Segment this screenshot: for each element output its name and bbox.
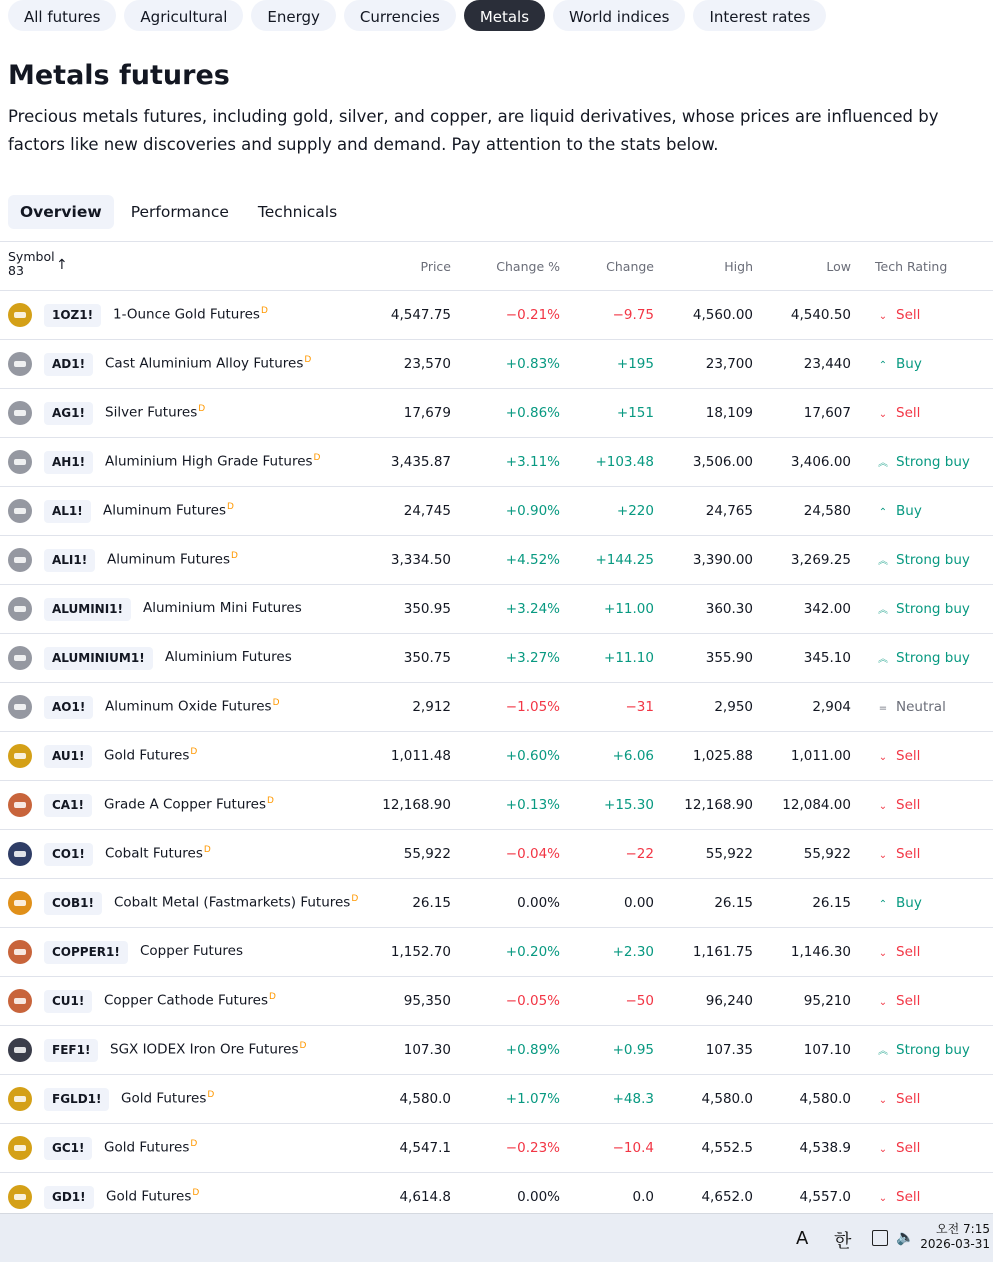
low-cell: 12,084.00 bbox=[782, 797, 851, 813]
instrument-name-text: Cobalt Futures bbox=[105, 845, 203, 862]
low-cell: 3,269.25 bbox=[790, 552, 851, 568]
high-cell: 1,161.75 bbox=[692, 944, 753, 960]
instrument-name-text: Copper Futures bbox=[140, 943, 243, 959]
table-row[interactable] bbox=[0, 634, 993, 683]
tech-rating bbox=[876, 454, 970, 470]
ticker-badge[interactable]: AG1! bbox=[44, 402, 93, 425]
metal-logo-icon bbox=[8, 940, 32, 964]
rating-strong-buy-icon: ︽ bbox=[878, 605, 888, 616]
table-row[interactable] bbox=[0, 732, 993, 781]
instrument-name-text: Gold Futures bbox=[104, 1139, 190, 1156]
ticker-badge[interactable]: ALI1! bbox=[44, 549, 95, 572]
rating-label: Sell bbox=[896, 748, 921, 764]
change-cell: +195 bbox=[616, 356, 654, 372]
instrument-name[interactable] bbox=[106, 1188, 199, 1205]
table-row[interactable] bbox=[0, 487, 993, 536]
instrument-name-text: Silver Futures bbox=[105, 404, 198, 421]
rating-sell-icon: ⌄ bbox=[878, 997, 888, 1008]
high-cell: 107.35 bbox=[705, 1042, 753, 1058]
ticker-badge[interactable]: CU1! bbox=[44, 990, 92, 1013]
price-cell: 23,570 bbox=[403, 356, 451, 372]
table-row[interactable] bbox=[0, 830, 993, 879]
rating-label: Buy bbox=[896, 895, 922, 911]
price-cell: 3,334.50 bbox=[390, 552, 451, 568]
rating-sell-icon: ⌄ bbox=[878, 1193, 888, 1204]
instrument-name[interactable] bbox=[105, 355, 311, 372]
high-cell: 4,652.0 bbox=[701, 1189, 753, 1205]
change-cell: +6.06 bbox=[612, 748, 654, 764]
low-cell: 4,538.9 bbox=[799, 1140, 851, 1156]
tech-rating bbox=[876, 405, 920, 421]
delayed-data-badge: D bbox=[268, 992, 276, 1002]
instrument-name-text: Aluminium High Grade Futures bbox=[105, 453, 313, 470]
instrument-name-text: Aluminium Mini Futures bbox=[143, 600, 302, 616]
price-cell: 2,912 bbox=[412, 699, 451, 715]
price-cell: 1,011.48 bbox=[390, 748, 451, 764]
delayed-data-badge: D bbox=[299, 1041, 307, 1051]
windows-taskbar bbox=[0, 1213, 993, 1262]
tech-rating bbox=[876, 699, 946, 715]
change-pct-cell: +0.13% bbox=[505, 797, 560, 813]
instrument-name[interactable] bbox=[104, 992, 276, 1009]
category-tab-interest-rates[interactable]: Interest rates bbox=[693, 0, 826, 31]
change-pct-cell: +4.52% bbox=[505, 552, 560, 568]
price-cell: 3,435.87 bbox=[390, 454, 451, 470]
delayed-data-badge: D bbox=[203, 845, 211, 855]
tech-rating bbox=[876, 601, 970, 617]
price-cell: 26.15 bbox=[412, 895, 451, 911]
low-cell: 26.15 bbox=[812, 895, 851, 911]
change-cell: +220 bbox=[616, 503, 654, 519]
tech-rating bbox=[876, 1091, 920, 1107]
tech-rating bbox=[876, 846, 920, 862]
ime-mode-indicator[interactable]: A bbox=[796, 1228, 809, 1249]
metal-logo-icon bbox=[8, 842, 32, 866]
symbol-header[interactable] bbox=[8, 250, 55, 278]
instrument-name-text: Gold Futures bbox=[106, 1188, 192, 1205]
high-cell: 23,700 bbox=[705, 356, 753, 372]
metal-logo-icon bbox=[8, 1087, 32, 1111]
low-cell: 17,607 bbox=[803, 405, 851, 421]
table-header bbox=[0, 241, 993, 291]
rating-sell-icon: ⌄ bbox=[878, 311, 888, 322]
change-pct-cell: +0.86% bbox=[505, 405, 560, 421]
instrument-name-text: Aluminium Futures bbox=[165, 649, 292, 665]
description-line-1: Precious metals futures, including gold, silver, and copper, are liquid derivatives, whose prices are influenced by bbox=[8, 107, 939, 126]
rating-label: Sell bbox=[896, 1189, 921, 1205]
high-cell: 2,950 bbox=[714, 699, 753, 715]
language-indicator[interactable]: 한 bbox=[834, 1231, 852, 1252]
high-cell: 360.30 bbox=[705, 601, 753, 617]
rating-label: Buy bbox=[896, 356, 922, 372]
clock[interactable] bbox=[920, 1222, 990, 1252]
low-cell: 4,557.0 bbox=[799, 1189, 851, 1205]
symbol-header-label: Symbol bbox=[8, 249, 55, 264]
ticker-badge[interactable]: COPPER1! bbox=[44, 941, 128, 964]
delayed-data-badge: D bbox=[351, 894, 359, 904]
table-row[interactable] bbox=[0, 977, 993, 1026]
ticker-badge[interactable]: AD1! bbox=[44, 353, 93, 376]
price-cell: 107.30 bbox=[403, 1042, 451, 1058]
table-row[interactable] bbox=[0, 879, 993, 928]
page-description bbox=[8, 103, 968, 159]
low-cell: 4,580.0 bbox=[799, 1091, 851, 1107]
change-pct-cell: +3.27% bbox=[505, 650, 560, 666]
rating-label: Sell bbox=[896, 307, 921, 323]
change-cell: −9.75 bbox=[612, 307, 654, 323]
rating-label: Sell bbox=[896, 405, 921, 421]
rating-buy-icon: ⌃ bbox=[878, 507, 888, 518]
instrument-name[interactable] bbox=[104, 1139, 197, 1156]
change-pct-cell: −0.05% bbox=[505, 993, 560, 1009]
delayed-data-badge: D bbox=[198, 404, 206, 414]
price-cell: 4,580.0 bbox=[399, 1091, 451, 1107]
rating-sell-icon: ⌄ bbox=[878, 752, 888, 763]
low-cell: 3,406.00 bbox=[790, 454, 851, 470]
metal-logo-icon bbox=[8, 744, 32, 768]
table-row[interactable] bbox=[0, 928, 993, 977]
tech-rating bbox=[876, 650, 970, 666]
category-tab-world-indices[interactable]: World indices bbox=[553, 0, 685, 31]
table-row[interactable] bbox=[0, 1026, 993, 1075]
instrument-name[interactable] bbox=[114, 894, 358, 911]
high-header[interactable]: High bbox=[724, 259, 753, 274]
price-cell: 95,350 bbox=[403, 993, 451, 1009]
category-tab-energy[interactable]: Energy bbox=[251, 0, 336, 31]
change-cell: +2.30 bbox=[612, 944, 654, 960]
change-cell: +48.3 bbox=[612, 1091, 654, 1107]
metal-logo-icon bbox=[8, 1038, 32, 1062]
metal-logo-icon bbox=[8, 597, 32, 621]
change-cell: +103.48 bbox=[595, 454, 654, 470]
change-cell: +144.25 bbox=[595, 552, 654, 568]
rating-strong-buy-icon: ︽ bbox=[878, 654, 888, 665]
tech-rating bbox=[876, 552, 970, 568]
instrument-name-text: Cobalt Metal (Fastmarkets) Futures bbox=[114, 894, 351, 911]
tech-rating bbox=[876, 356, 922, 372]
subtab-overview[interactable]: Overview bbox=[8, 195, 114, 229]
price-header[interactable]: Price bbox=[420, 259, 451, 274]
ticker-badge[interactable]: CO1! bbox=[44, 843, 93, 866]
table-row[interactable] bbox=[0, 585, 993, 634]
category-tab-currencies[interactable]: Currencies bbox=[344, 0, 456, 31]
instrument-name[interactable] bbox=[105, 698, 280, 715]
low-cell: 345.10 bbox=[803, 650, 851, 666]
high-cell: 3,506.00 bbox=[692, 454, 753, 470]
instrument-name[interactable] bbox=[121, 1090, 214, 1107]
change-cell: +11.10 bbox=[604, 650, 654, 666]
instrument-name[interactable] bbox=[105, 845, 211, 862]
rating-sell-icon: ⌄ bbox=[878, 850, 888, 861]
instrument-name[interactable] bbox=[143, 600, 302, 616]
category-tabs bbox=[8, 3, 834, 34]
price-cell: 4,614.8 bbox=[399, 1189, 451, 1205]
instrument-name-text: Cast Aluminium Alloy Futures bbox=[105, 355, 304, 372]
change-pct-cell: +3.11% bbox=[505, 454, 560, 470]
low-cell: 23,440 bbox=[803, 356, 851, 372]
rating-label: Strong buy bbox=[896, 601, 970, 617]
category-tab-all-futures[interactable]: All futures bbox=[8, 0, 116, 31]
ticker-badge[interactable]: AH1! bbox=[44, 451, 93, 474]
metal-logo-icon bbox=[8, 891, 32, 915]
category-tab-agricultural[interactable]: Agricultural bbox=[124, 0, 243, 31]
delayed-data-badge: D bbox=[272, 698, 280, 708]
high-cell: 96,240 bbox=[705, 993, 753, 1009]
change-pct-cell: +0.89% bbox=[505, 1042, 560, 1058]
table-row[interactable] bbox=[0, 291, 993, 340]
change-pct-cell: −0.21% bbox=[505, 307, 560, 323]
low-cell: 55,922 bbox=[803, 846, 851, 862]
table-row[interactable] bbox=[0, 438, 993, 487]
high-cell: 1,025.88 bbox=[692, 748, 753, 764]
change-cell: −31 bbox=[625, 699, 654, 715]
metal-logo-icon bbox=[8, 548, 32, 572]
high-cell: 18,109 bbox=[705, 405, 753, 421]
change-cell: +151 bbox=[616, 405, 654, 421]
rating-strong-buy-icon: ︽ bbox=[878, 556, 888, 567]
high-cell: 4,552.5 bbox=[701, 1140, 753, 1156]
low-cell: 1,146.30 bbox=[790, 944, 851, 960]
change-pct-cell: +0.90% bbox=[505, 503, 560, 519]
change-pct-cell: −0.23% bbox=[505, 1140, 560, 1156]
ticker-badge[interactable]: ALUMINI1! bbox=[44, 598, 131, 621]
tech-rating-header[interactable]: Tech Rating bbox=[875, 259, 948, 274]
low-cell: 95,210 bbox=[803, 993, 851, 1009]
price-cell: 24,745 bbox=[403, 503, 451, 519]
change-pct-cell: +0.20% bbox=[505, 944, 560, 960]
change-cell: 0.0 bbox=[632, 1189, 654, 1205]
delayed-data-badge: D bbox=[190, 1139, 198, 1149]
rating-strong-buy-icon: ︽ bbox=[878, 458, 888, 469]
metal-logo-icon bbox=[8, 1185, 32, 1209]
low-cell: 4,540.50 bbox=[790, 307, 851, 323]
change-header[interactable]: Change bbox=[606, 259, 654, 274]
high-cell: 4,580.0 bbox=[701, 1091, 753, 1107]
instrument-name[interactable] bbox=[104, 747, 197, 764]
change-cell: −10.4 bbox=[612, 1140, 654, 1156]
instrument-name[interactable] bbox=[110, 1041, 306, 1058]
rating-label: Sell bbox=[896, 993, 921, 1009]
instrument-name-text: Gold Futures bbox=[121, 1090, 207, 1107]
change-pct-cell: −0.04% bbox=[505, 846, 560, 862]
high-cell: 55,922 bbox=[705, 846, 753, 862]
tech-rating bbox=[876, 993, 920, 1009]
rating-label: Sell bbox=[896, 1140, 921, 1156]
rating-buy-icon: ⌃ bbox=[878, 360, 888, 371]
rating-sell-icon: ⌄ bbox=[878, 1095, 888, 1106]
instrument-name-text: Copper Cathode Futures bbox=[104, 992, 268, 1009]
rating-label: Sell bbox=[896, 797, 921, 813]
instrument-name[interactable] bbox=[107, 551, 238, 568]
instrument-name-text: Aluminum Oxide Futures bbox=[105, 698, 272, 715]
rating-label: Neutral bbox=[896, 699, 946, 715]
tech-rating bbox=[876, 895, 922, 911]
delayed-data-badge: D bbox=[227, 502, 234, 512]
change-pct-cell: −1.05% bbox=[505, 699, 560, 715]
tech-rating bbox=[876, 1189, 920, 1205]
futures-table bbox=[0, 291, 993, 1222]
price-cell: 350.75 bbox=[403, 650, 451, 666]
rating-label: Strong buy bbox=[896, 650, 970, 666]
rating-label: Sell bbox=[896, 944, 921, 960]
change-cell: +0.95 bbox=[612, 1042, 654, 1058]
tech-rating bbox=[876, 1140, 920, 1156]
rating-label: Sell bbox=[896, 1091, 921, 1107]
metal-logo-icon bbox=[8, 303, 32, 327]
instrument-name-text: Aluminum Futures bbox=[107, 551, 231, 568]
delayed-data-badge: D bbox=[190, 747, 198, 757]
instrument-name[interactable] bbox=[105, 453, 320, 470]
low-cell: 342.00 bbox=[803, 601, 851, 617]
change-pct-cell: 0.00% bbox=[517, 895, 560, 911]
ticker-badge[interactable]: CA1! bbox=[44, 794, 92, 817]
metal-logo-icon bbox=[8, 695, 32, 719]
rating-label: Strong buy bbox=[896, 1042, 970, 1058]
delayed-data-badge: D bbox=[192, 1188, 200, 1198]
ticker-badge[interactable]: GD1! bbox=[44, 1186, 94, 1209]
delayed-data-badge: D bbox=[304, 355, 312, 365]
metal-logo-icon bbox=[8, 352, 32, 376]
ticker-badge[interactable]: COB1! bbox=[44, 892, 102, 915]
delayed-data-badge: D bbox=[260, 306, 268, 316]
change-pct-cell: +0.60% bbox=[505, 748, 560, 764]
low-header[interactable]: Low bbox=[826, 259, 851, 274]
clock-date: 2026-03-31 bbox=[920, 1237, 990, 1251]
price-cell: 4,547.75 bbox=[390, 307, 451, 323]
rating-label: Buy bbox=[896, 503, 922, 519]
high-cell: 26.15 bbox=[714, 895, 753, 911]
price-cell: 55,922 bbox=[403, 846, 451, 862]
rating-strong-buy-icon: ︽ bbox=[878, 1046, 888, 1057]
metal-logo-icon bbox=[8, 793, 32, 817]
rating-sell-icon: ⌄ bbox=[878, 801, 888, 812]
ticker-badge[interactable]: AL1! bbox=[44, 500, 91, 523]
subtab-performance[interactable]: Performance bbox=[130, 203, 229, 221]
tech-rating bbox=[876, 748, 920, 764]
metal-logo-icon bbox=[8, 401, 32, 425]
rating-label: Strong buy bbox=[896, 454, 970, 470]
change-cell: −22 bbox=[625, 846, 654, 862]
low-cell: 2,904 bbox=[812, 699, 851, 715]
rating-sell-icon: ⌄ bbox=[878, 948, 888, 959]
page-title: Metals futures bbox=[8, 60, 230, 91]
change-cell: −50 bbox=[625, 993, 654, 1009]
price-cell: 17,679 bbox=[403, 405, 451, 421]
ticker-badge[interactable]: AO1! bbox=[44, 696, 93, 719]
instrument-name-text: 1-Ounce Gold Futures bbox=[113, 306, 260, 323]
rating-buy-icon: ⌃ bbox=[878, 899, 888, 910]
price-cell: 350.95 bbox=[403, 601, 451, 617]
table-row[interactable] bbox=[0, 1124, 993, 1173]
delayed-data-badge: D bbox=[313, 453, 321, 463]
ticker-badge[interactable]: ALUMINIUM1! bbox=[44, 647, 153, 670]
delayed-data-badge: D bbox=[266, 796, 274, 806]
low-cell: 1,011.00 bbox=[790, 748, 851, 764]
instrument-name[interactable] bbox=[104, 796, 274, 813]
high-cell: 355.90 bbox=[705, 650, 753, 666]
instrument-name-text: SGX IODEX Iron Ore Futures bbox=[110, 1041, 299, 1058]
low-cell: 107.10 bbox=[803, 1042, 851, 1058]
instrument-name-text: Aluminum Futures bbox=[103, 502, 227, 519]
table-row[interactable] bbox=[0, 1075, 993, 1124]
delayed-data-badge: D bbox=[231, 551, 238, 561]
instrument-name-text: Gold Futures bbox=[104, 747, 190, 764]
high-cell: 24,765 bbox=[705, 503, 753, 519]
change-cell: 0.00 bbox=[623, 895, 654, 911]
symbol-count: 83 bbox=[8, 263, 24, 278]
price-cell: 4,547.1 bbox=[399, 1140, 451, 1156]
high-cell: 4,560.00 bbox=[692, 307, 753, 323]
rating-sell-icon: ⌄ bbox=[878, 1144, 888, 1155]
table-row[interactable] bbox=[0, 340, 993, 389]
ticker-badge[interactable]: GC1! bbox=[44, 1137, 92, 1160]
instrument-name[interactable] bbox=[113, 306, 268, 323]
instrument-name[interactable] bbox=[165, 649, 292, 665]
price-cell: 1,152.70 bbox=[390, 944, 451, 960]
subtab-technicals[interactable]: Technicals bbox=[257, 203, 338, 221]
table-row[interactable] bbox=[0, 536, 993, 585]
description-line-2: factors like new discoveries and supply and demand. Pay attention to the stats below. bbox=[8, 135, 719, 154]
clock-time: 오전 7:15 bbox=[936, 1222, 990, 1236]
instrument-name[interactable] bbox=[105, 404, 205, 421]
metal-logo-icon bbox=[8, 989, 32, 1013]
tech-rating bbox=[876, 503, 922, 519]
delayed-data-badge: D bbox=[207, 1090, 215, 1100]
ticker-badge[interactable]: FGLD1! bbox=[44, 1088, 109, 1111]
ticker-badge[interactable]: AU1! bbox=[44, 745, 92, 768]
low-cell: 24,580 bbox=[803, 503, 851, 519]
ticker-badge[interactable]: 1OZ1! bbox=[44, 304, 101, 327]
rating-sell-icon: ⌄ bbox=[878, 409, 888, 420]
tech-rating bbox=[876, 307, 920, 323]
metal-logo-icon bbox=[8, 450, 32, 474]
high-cell: 12,168.90 bbox=[684, 797, 753, 813]
change-pct-cell: +0.83% bbox=[505, 356, 560, 372]
change-pct-cell: 0.00% bbox=[517, 1189, 560, 1205]
table-row[interactable] bbox=[0, 781, 993, 830]
tech-rating bbox=[876, 944, 920, 960]
rating-neutral-icon: = bbox=[878, 703, 888, 714]
change-cell: +15.30 bbox=[604, 797, 654, 813]
rating-label: Sell bbox=[896, 846, 921, 862]
sort-ascending-icon[interactable]: ↑ bbox=[56, 257, 68, 273]
price-cell: 12,168.90 bbox=[382, 797, 451, 813]
change-pct-cell: +1.07% bbox=[505, 1091, 560, 1107]
metal-logo-icon bbox=[8, 646, 32, 670]
rating-label: Strong buy bbox=[896, 552, 970, 568]
instrument-name[interactable] bbox=[140, 943, 243, 959]
change-pct-header[interactable]: Change % bbox=[496, 259, 560, 274]
view-tabs bbox=[8, 195, 354, 229]
category-tab-metals[interactable]: Metals bbox=[464, 0, 545, 31]
tech-rating bbox=[876, 797, 920, 813]
tech-rating bbox=[876, 1042, 970, 1058]
ticker-badge[interactable]: FEF1! bbox=[44, 1039, 98, 1062]
instrument-name[interactable] bbox=[103, 502, 234, 519]
volume-icon[interactable]: 🔈 bbox=[896, 1228, 915, 1246]
change-cell: +11.00 bbox=[604, 601, 654, 617]
instrument-name-text: Grade A Copper Futures bbox=[104, 796, 266, 813]
high-cell: 3,390.00 bbox=[692, 552, 753, 568]
metal-logo-icon bbox=[8, 1136, 32, 1160]
metal-logo-icon bbox=[8, 499, 32, 523]
table-row[interactable] bbox=[0, 683, 993, 732]
network-icon[interactable] bbox=[872, 1230, 888, 1246]
table-row[interactable] bbox=[0, 389, 993, 438]
change-pct-cell: +3.24% bbox=[505, 601, 560, 617]
